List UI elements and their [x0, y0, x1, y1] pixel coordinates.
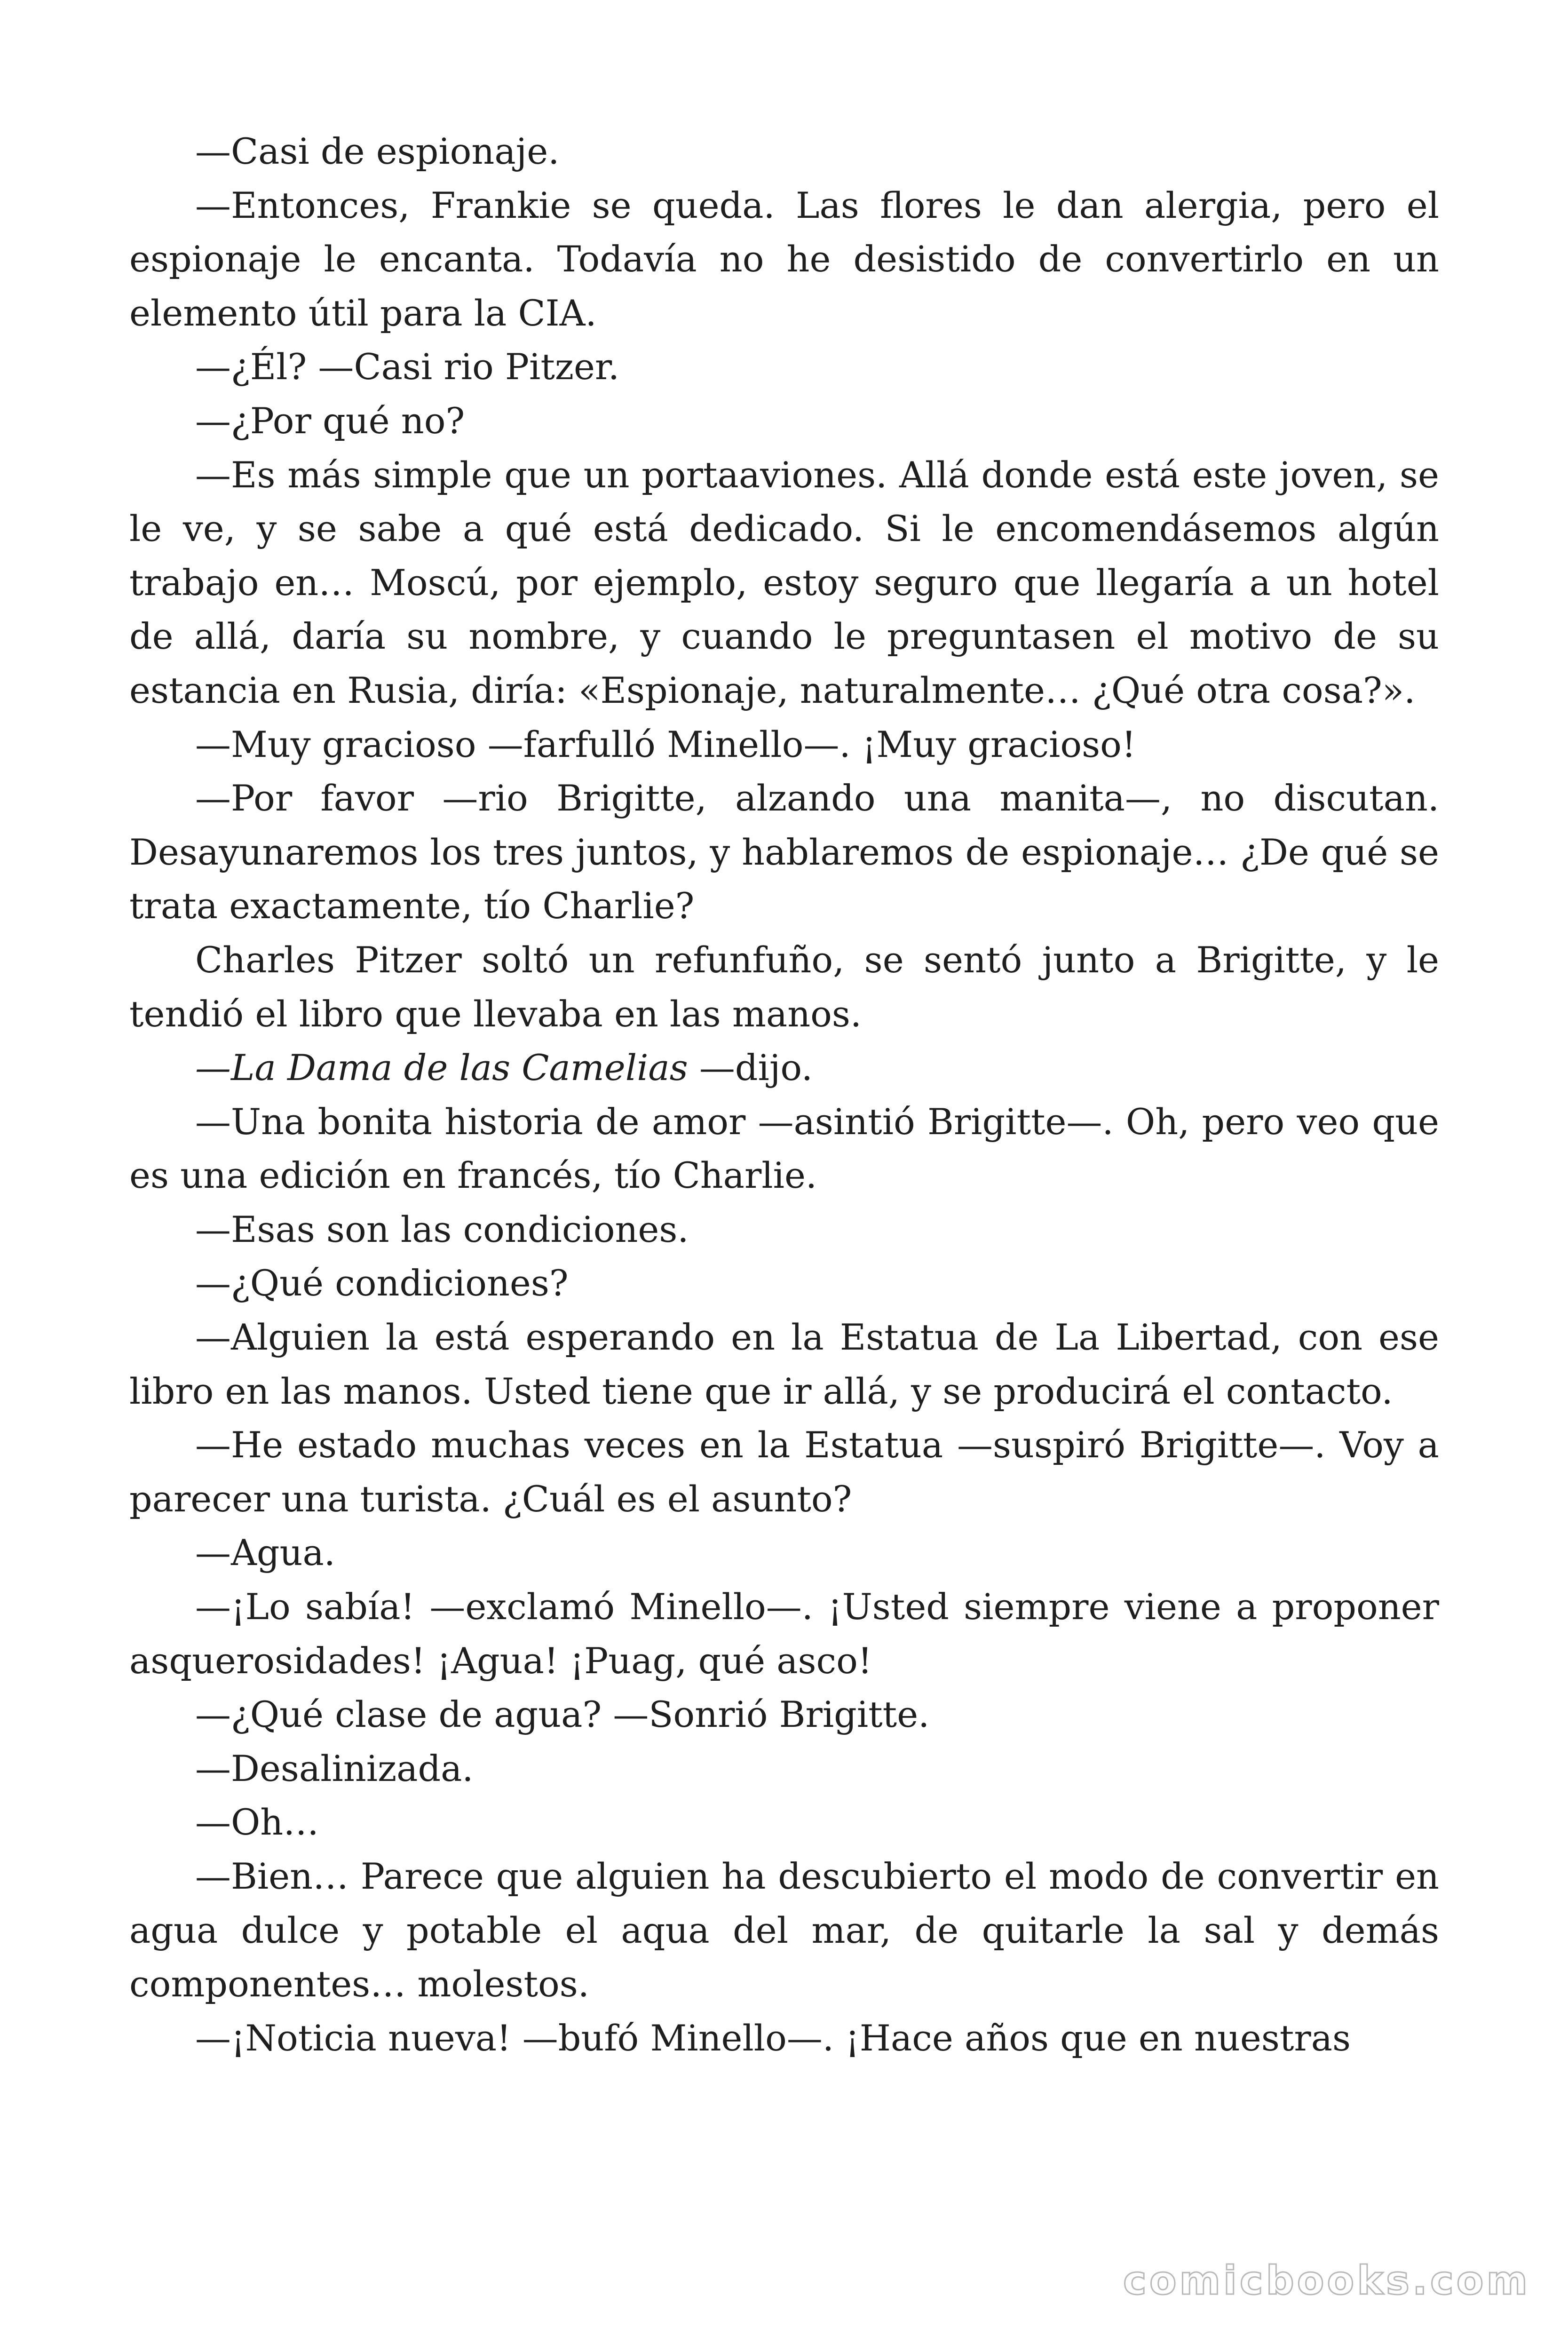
paragraph: —Es más simple que un portaaviones. Allá donde está este joven, se le ve, y se sabe a qué está dedicado. Si le encomendásemos algún trabajo en… Moscú, por ejemplo, estoy seguro que llegaría a un hotel de allá, daría su nombre, y cuando le preguntasen el motivo de su estancia en Rusia, diría: «Espionaje, naturalmente… ¿Qué otra cosa?».: [129, 453, 1439, 711]
book-title: —La Dama de las Camelias: [195, 1047, 688, 1089]
paragraph: —¿Por qué no?: [195, 399, 465, 442]
paragraph: —¿Qué clase de agua? —Sonrió Brigitte.: [195, 1693, 930, 1736]
paragraph: —Esas son las condiciones.: [195, 1208, 689, 1250]
paragraph: —Bien… Parece que alguien ha descubierto el modo de convertir en agua dulce y potable el aqua del mar, de quitarle la sal y demás componentes… molestos.: [129, 1855, 1439, 2005]
paragraph: —¡Noticia nueva! —bufó Minello—. ¡Hace años que en nuestras: [195, 2017, 1351, 2059]
paragraph: —¿Qué condiciones?: [195, 1262, 569, 1304]
paragraph: —Entonces, Frankie se queda. Las flores le dan alergia, pero el espionaje le encanta. Todavía no he desistido de convertirlo en un elemento útil para la CIA.: [129, 184, 1439, 334]
paragraph: —Desalinizada.: [195, 1747, 474, 1789]
paragraph: —Muy gracioso —farfulló Minello—. ¡Muy gracioso!: [195, 723, 1136, 765]
paragraph: —Oh…: [195, 1801, 319, 1843]
paragraph: —He estado muchas veces en la Estatua —suspiró Brigitte—. Voy a parecer una turista. ¿Cuál es el asunto?: [129, 1424, 1439, 1520]
page-body: [129, 125, 1439, 2065]
paragraph: —Agua.: [195, 1532, 335, 1574]
paragraph-book-title: [129, 1041, 1439, 1095]
paragraph-text: —dijo.: [688, 1047, 813, 1089]
paragraph: —Por favor —rio Brigitte, alzando una manita—, no discutan. Desayunaremos los tres juntos, y hablaremos de espionaje… ¿De qué se trata exactamente, tío Charlie?: [129, 777, 1439, 927]
paragraph: —¿Él? —Casi rio Pitzer.: [195, 346, 620, 388]
paragraph: —¡Lo sabía! —exclamó Minello—. ¡Usted siempre viene a proponer asquerosidades! ¡Agua! ¡Puag, qué asco!: [129, 1586, 1439, 1682]
watermark: comicbooks.com: [1123, 2257, 1530, 2304]
paragraph: —Una bonita historia de amor —asintió Brigitte—. Oh, pero veo que es una edición en francés, tío Charlie.: [129, 1100, 1439, 1197]
paragraph: Charles Pitzer soltó un refunfuño, se sentó junto a Brigitte, y le tendió el libro que llevaba en las manos.: [129, 938, 1439, 1035]
paragraph: —Alguien la está esperando en la Estatua de La Libertad, con ese libro en las manos. Usted tiene que ir allá, y se producirá el contacto.: [129, 1316, 1439, 1412]
paragraph: —Casi de espionaje.: [195, 130, 560, 172]
